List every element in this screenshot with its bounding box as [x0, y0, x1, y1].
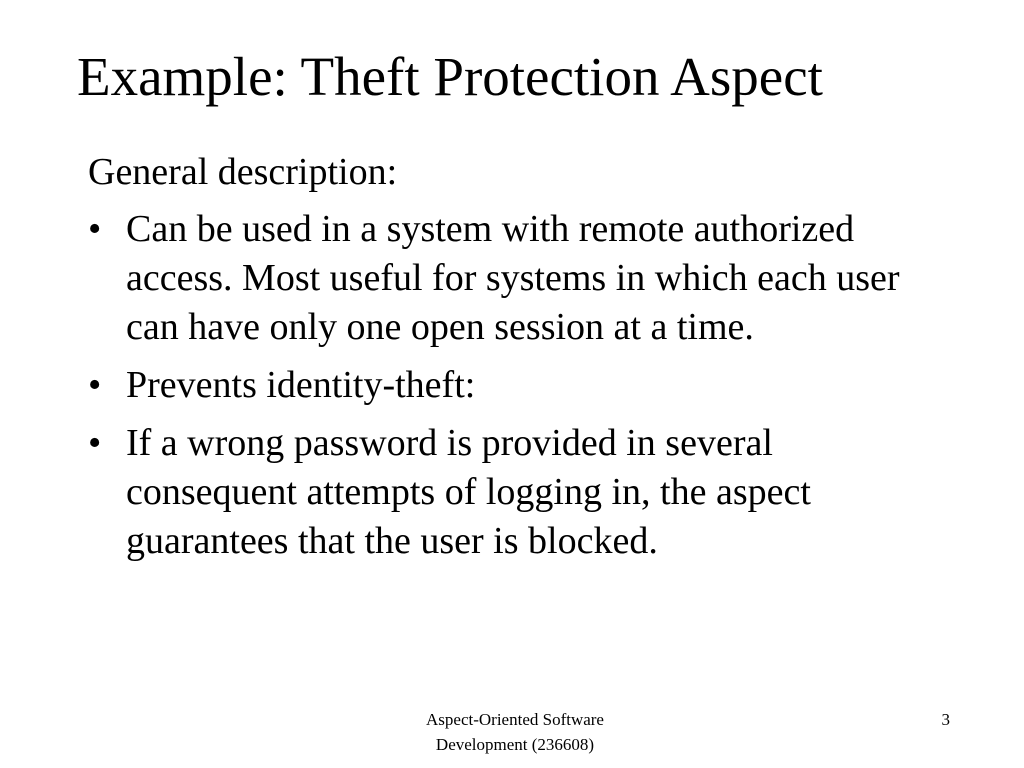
- slide-title: Example: Theft Protection Aspect: [77, 46, 823, 107]
- bullet-list: [88, 205, 948, 566]
- slide-body: [88, 148, 948, 575]
- bullet-item: [88, 205, 948, 352]
- bullet-item: [88, 361, 948, 410]
- bullet-icon: •: [88, 364, 102, 406]
- bullet-icon: •: [88, 422, 102, 464]
- footer-line-1: Aspect-Oriented Software: [426, 710, 604, 729]
- intro-text: General description:: [88, 151, 398, 193]
- bullet-text: Can be used in a system with remote authorized access. Most useful for systems in which each user can have only one open session at a time.: [126, 208, 900, 348]
- bullet-text: If a wrong password is provided in several consequent attempts of logging in, the aspect guarantees that the user is blocked.: [126, 422, 811, 562]
- bullet-item: [88, 419, 948, 566]
- bullet-text: Prevents identity-theft:: [126, 364, 476, 406]
- slide-number: 3: [941, 710, 950, 729]
- footer-line-2: Development (236608): [435, 735, 595, 754]
- bullet-icon: •: [88, 208, 102, 250]
- footer-course-name: [350, 707, 680, 757]
